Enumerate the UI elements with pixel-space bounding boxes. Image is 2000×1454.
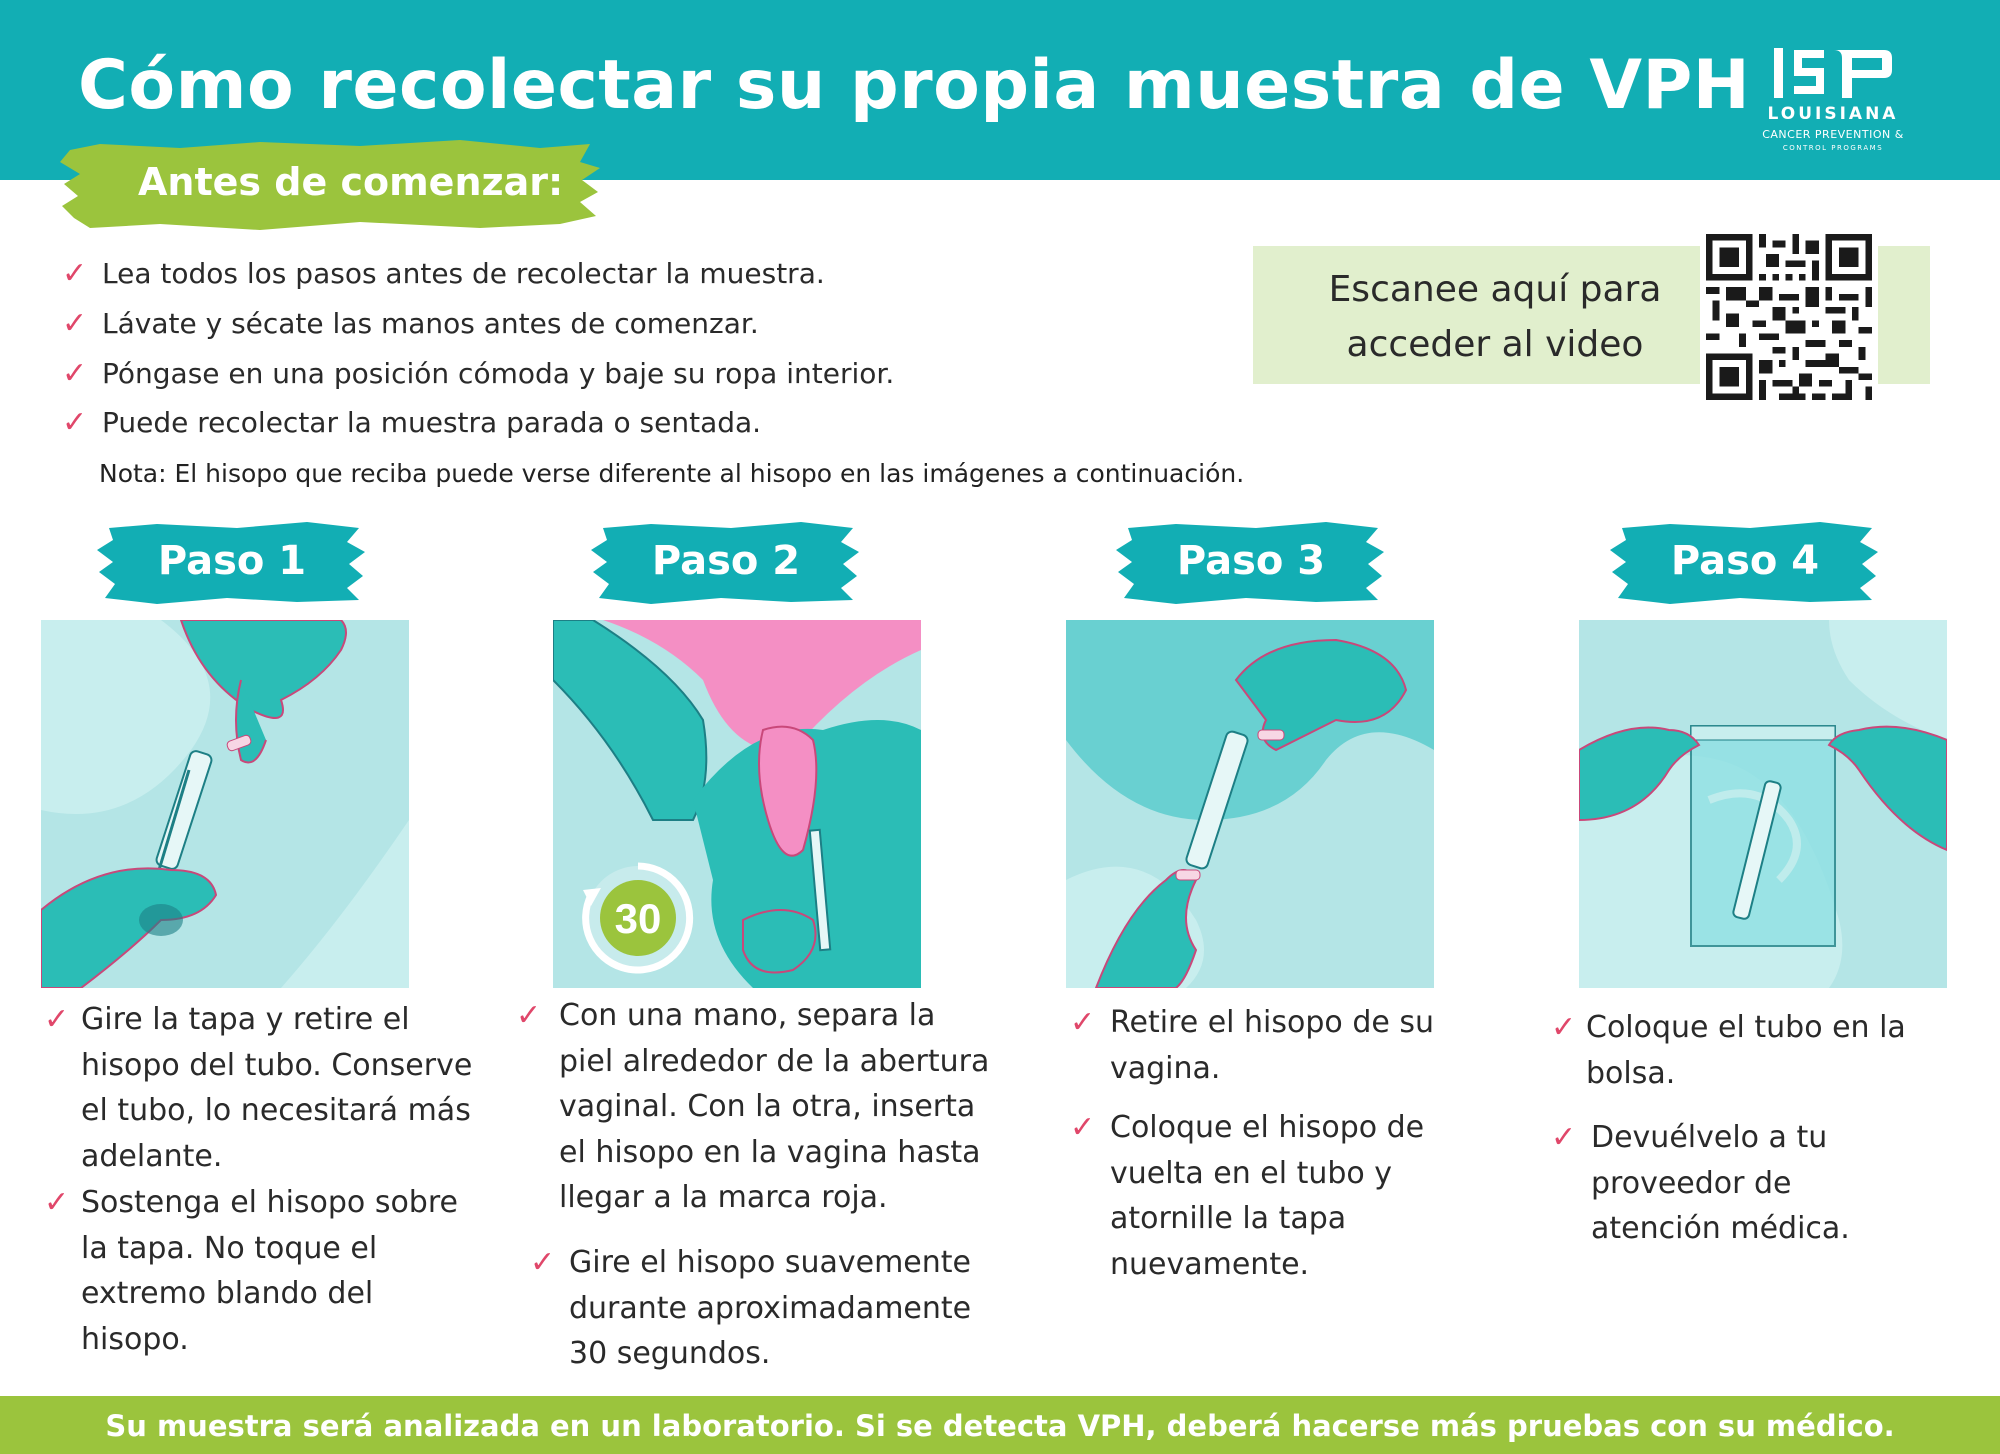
step-2-label: Paso 2 [651, 538, 801, 584]
step-2-item: Con una mano, separa la piel alrededor de la abertura vaginal. Con la otra, inserta el hisopo en la vagina hasta llegar a la marca roja. [559, 998, 990, 1215]
intro-item: ✓ Lávate y sécate las manos antes de comenzar. [62, 306, 759, 341]
intro-item: ✓ Lea todos los pasos antes de recolectar la muestra. [62, 256, 825, 291]
step-1-illustration [41, 620, 409, 988]
step-3-item: Retire el hisopo de su vagina. [1110, 1005, 1434, 1086]
check-icon: ✓ [44, 1185, 70, 1220]
qr-code[interactable] [1700, 228, 1878, 406]
intro-item: ✓ Puede recolectar la muestra parada o sentada. [62, 405, 762, 440]
logo-icon [1772, 44, 1894, 102]
step-3-label: Paso 3 [1176, 538, 1326, 584]
footer-text: Su muestra será analizada en un laboratorio. Si se detecta VPH, deberá hacerse más pruebas con su médico. [105, 1409, 1895, 1443]
step-4-item: Devuélvelo a tu proveedor de atención médica. [1591, 1120, 1850, 1246]
logo-line-2: CANCER PREVENTION & [1762, 128, 1904, 141]
svg-text:30: 30 [614, 895, 662, 942]
check-icon: ✓ [530, 1245, 556, 1280]
logo-line-1: LOUISIANA [1767, 104, 1899, 124]
check-icon: ✓ [1070, 1005, 1096, 1040]
check-icon: ✓ [44, 1002, 70, 1037]
step-3-illustration [1066, 620, 1434, 988]
intro-item: ✓ Póngase en una posición cómoda y baje su ropa interior. [62, 356, 895, 391]
step-4-item: Coloque el tubo en la bolsa. [1586, 1010, 1906, 1091]
check-icon: ✓ [62, 256, 88, 291]
check-icon: ✓ [62, 306, 88, 341]
logo [1758, 44, 1908, 164]
check-icon: ✓ [516, 998, 542, 1033]
check-icon: ✓ [1070, 1110, 1096, 1145]
step-2-illustration [553, 620, 921, 988]
check-icon: ✓ [62, 405, 88, 440]
check-icon: ✓ [1551, 1120, 1577, 1155]
intro-heading: Antes de comenzar: [138, 160, 564, 204]
step-1-item: Gire la tapa y retire el hisopo del tubo. Conserve el tubo, lo necesitará más adelante. [81, 1002, 473, 1174]
step-1-label: Paso 1 [157, 538, 307, 584]
step-4-label: Paso 4 [1670, 538, 1820, 584]
step-4-illustration [1579, 620, 1947, 988]
check-icon: ✓ [62, 356, 88, 391]
step-2-item: Gire el hisopo suavemente durante aproximadamente 30 segundos. [569, 1245, 972, 1371]
page-title: Cómo recolectar su propia muestra de VPH [78, 46, 1751, 125]
step-1-item: Sostenga el hisopo sobre la tapa. No toque el extremo blando del hisopo. [81, 1185, 458, 1357]
swab-note: Nota: El hisopo que reciba puede verse diferente al hisopo en las imágenes a continuación. [99, 459, 1245, 488]
step-3-item: Coloque el hisopo de vuelta en el tubo y atornille la tapa nuevamente. [1110, 1110, 1425, 1282]
check-icon: ✓ [1551, 1010, 1577, 1045]
qr-caption: Escanee aquí para acceder al video [1328, 269, 1662, 365]
logo-line-3: CONTROL PROGRAMS [1782, 144, 1884, 152]
